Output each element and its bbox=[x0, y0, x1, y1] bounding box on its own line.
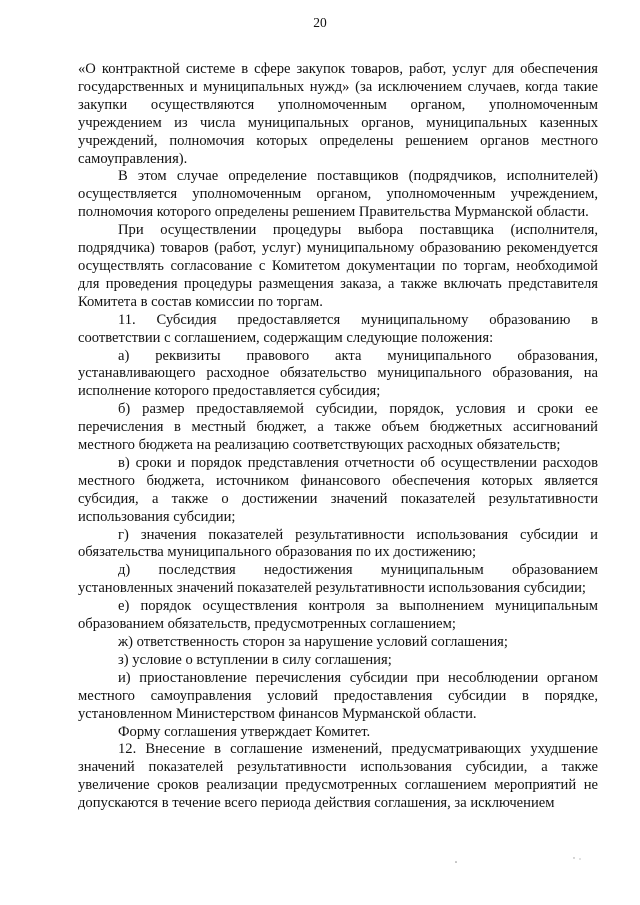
list-item-g: г) значения показателей результативности использования субсидии и обязательства муниципального образования по их достижению; bbox=[78, 526, 598, 561]
list-item-v: в) сроки и порядок представления отчетности об осуществлении расходов местного бюджета, источником финансового обеспечения которых является субсидия, а также о достижении значений показателей результативности использования субсидии; bbox=[78, 454, 598, 525]
scan-speck bbox=[455, 861, 457, 863]
list-item-b: б) размер предоставляемой субсидии, порядок, условия и сроки ее перечисления в местный бюджет, а также объем бюджетных ассигнований местного бюджета на реализацию соответствующих расходных обязательств; bbox=[78, 401, 598, 454]
list-item-z: з) условие о вступлении в силу соглашения; bbox=[118, 651, 392, 668]
paragraph-procurement-coordination: При осуществлении процедуры выбора поставщика (исполнителя, подрядчика) товаров (работ, услуг) муниципальному образованию рекомендуется осуществлять согласование с Комитетом документации по торгам, необходимой для проведения процедуры размещения заказа, а также включать представителя Комитета в состав комиссии по торгам. bbox=[78, 222, 598, 310]
paragraph-federal-law-reference: «О контрактной системе в сфере закупок товаров, работ, услуг для обеспечения государственных и муниципальных нужд» (за исключением случаев, когда такие закупки осуществляются уполномоченным органом, уполномоченным учреждением из числа муниципальных органов, муниципальных казенных учреждений, полномочия которых определены решением органов местного самоуправления). bbox=[78, 61, 598, 167]
list-item-e: е) порядок осуществления контроля за выполнением муниципальным образованием обязательств, предусмотренных соглашением; bbox=[78, 598, 598, 633]
list-item-zh: ж) ответственность сторон за нарушение условий соглашения; bbox=[118, 634, 508, 650]
paragraph-agreement-form: Форму соглашения утверждает Комитет. bbox=[118, 723, 371, 740]
list-item-d: д) последствия недостижения муниципальным образованием установленных значений показателей результативности использования субсидии; bbox=[78, 562, 598, 597]
paragraph-supplier-determination: В этом случае определение поставщиков (подрядчиков, исполнителей) осуществляется уполномоченным органом, уполномоченным учреждением, полномочия которого определены решением Правительства Мурманской области. bbox=[78, 168, 598, 221]
paragraph-clause-11: 11. Субсидия предоставляется муниципальному образованию в соответствии с соглашением, содержащим следующие положения: bbox=[78, 311, 598, 346]
page-number: 20 bbox=[313, 15, 327, 30]
scan-speck bbox=[579, 858, 580, 859]
list-item-i: и) приостановление перечисления субсидии при несоблюдении органом местного самоуправления условий предоставления субсидии в порядке, установленном Министерством финансов Мурманской области. bbox=[78, 669, 598, 722]
list-item-a: а) реквизиты правового акта муниципального образования, устанавливающего расходное обязательство муниципального образования, на исполнение которого предоставляется субсидия; bbox=[78, 347, 598, 400]
scan-speck bbox=[573, 857, 574, 858]
paragraph-clause-12: 12. Внесение в соглашение изменений, предусматривающих ухудшение значений показателей результативности использования субсидии, а также увеличение сроков реализации предусмотренных соглашением мероприятий не допускаются в течение всего периода действия соглашения, за исключением bbox=[78, 741, 598, 812]
